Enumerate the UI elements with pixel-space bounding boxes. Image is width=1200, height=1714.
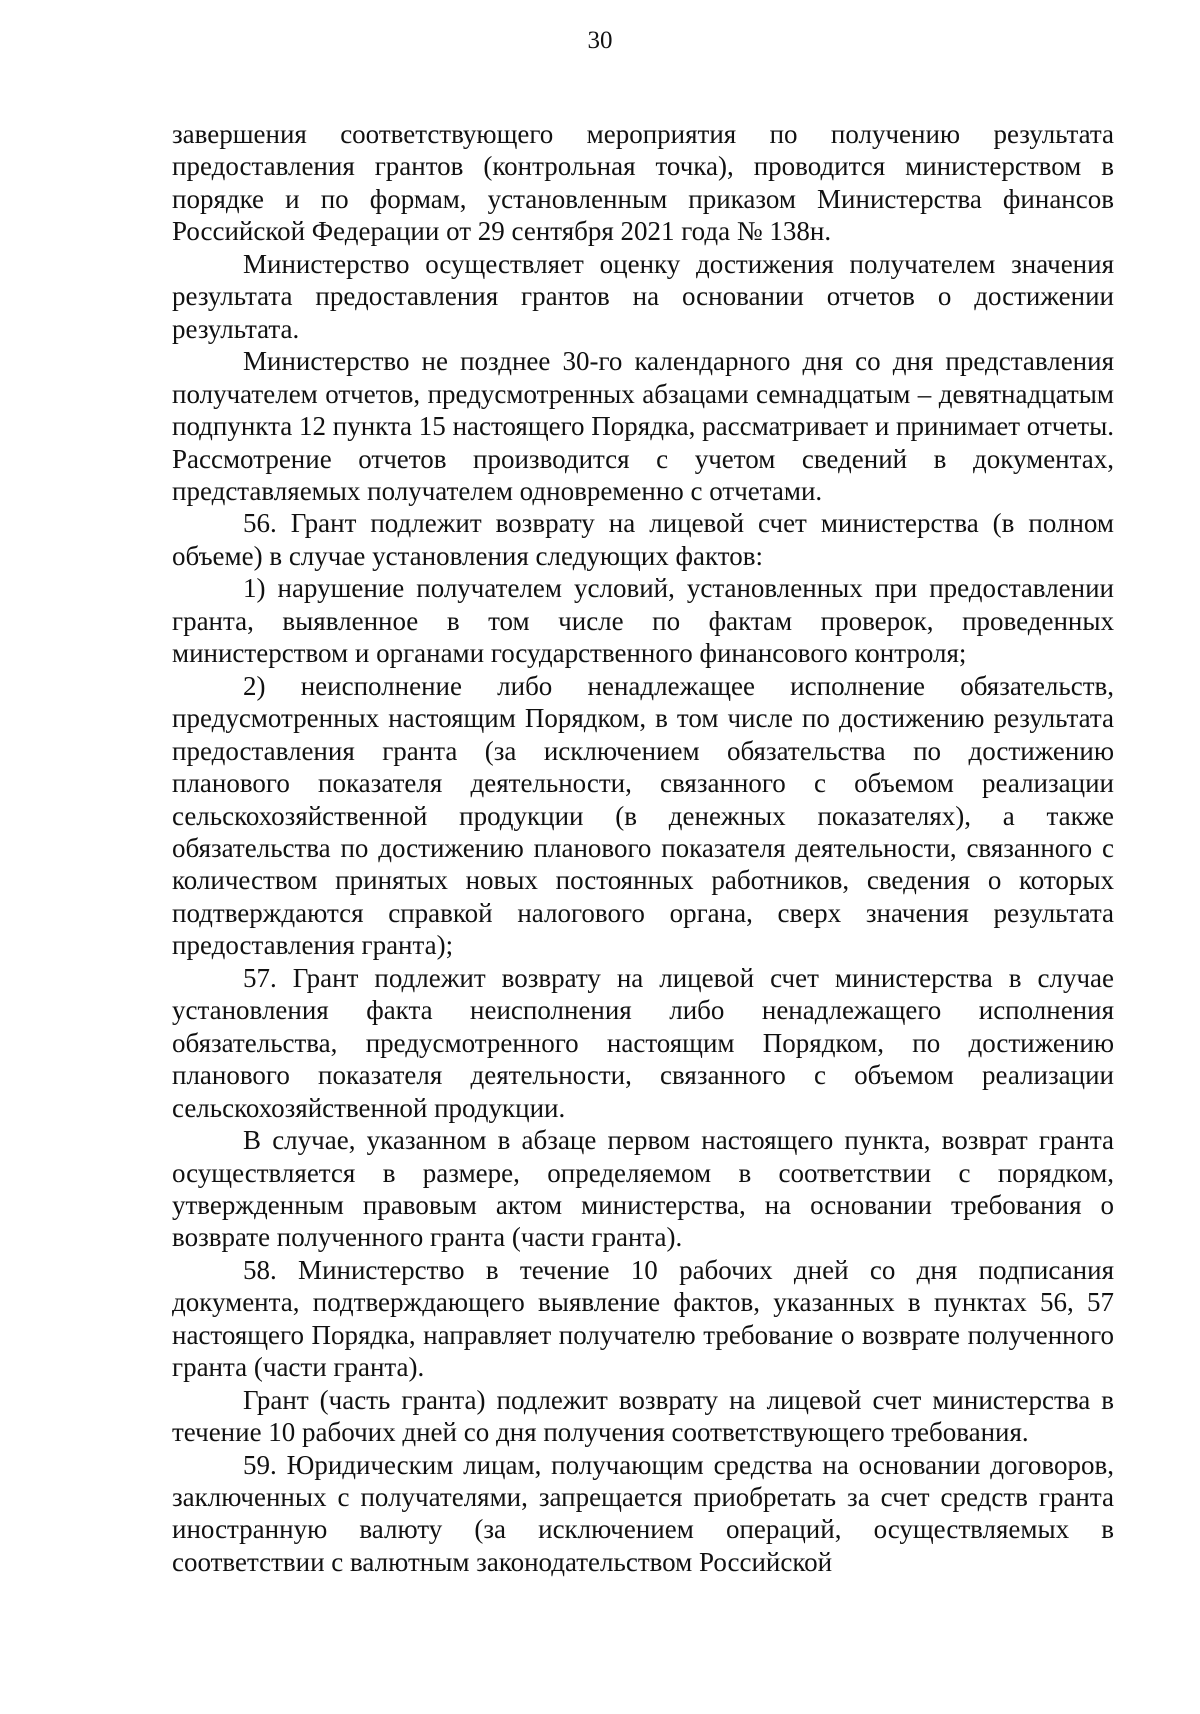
paragraph-clause-56: 56. Грант подлежит возврату на лицевой счет министерства (в полном объеме) в случае установления следующих фактов: xyxy=(172,508,1114,571)
paragraph-clause-56-item-2: 2) неисполнение либо ненадлежащее исполнение обязательств, предусмотренных настоящим Порядком, в том числе по достижению результата предоставления гранта (за исключением обязательства по достижению планового показателя деятельности, связанного с объемом реализации сельскохозяйственной продукции (в денежных показателях), а также обязательства по достижению планового показателя деятельности, связанного с количеством принятых новых постоянных работников, сведения о которых подтверждаются справкой налогового органа, сверх значения результата предоставления гранта); xyxy=(172,670,1114,961)
paragraph-clause-56-item-1: 1) нарушение получателем условий, установленных при предоставлении гранта, выявленное в том числе по фактам проверок, проведенных министерством и органами государственного финансового контроля; xyxy=(172,573,1114,669)
paragraph-clause-58-return-term: Грант (часть гранта) подлежит возврату на лицевой счет министерства в течение 10 рабочих дней со дня получения соответствующего требования. xyxy=(172,1384,1114,1448)
paragraph-continuation: завершения соответствующего мероприятия по получению результата предоставления грантов (контрольная точка), проводится министерством в порядке и по формам, установленным приказом Министерства финансов Российской Федерации от 29 сентября 2021 года № 138н. xyxy=(172,119,1114,247)
paragraph-report-review: Министерство не позднее 30-го календарного дня со дня представления получателем отчетов, предусмотренных абзацами семнадцатым – девятнадцатым подпункта 12 пункта 15 настоящего Порядка, рассматривает и принимает отчеты. Рассмотрение отчетов производится с учетом сведений в документах, представляемых получателем одновременно с отчетами. xyxy=(172,346,1114,506)
page-number: 30 xyxy=(587,27,613,54)
paragraph-clause-57: 57. Грант подлежит возврату на лицевой счет министерства в случае установления факта неисполнения либо ненадлежащего исполнения обязательства, предусмотренного настоящим Порядком, по достижению планового показателя деятельности, связанного с объемом реализации сельскохозяйственной продукции. xyxy=(172,962,1114,1123)
paragraph-clause-59: 59. Юридическим лицам, получающим средства на основании договоров, заключенных с получателями, запрещается приобретать за счет средств гранта иностранную валюту (за исключением операций, осуществляемых в соответствии с валютным законодательством Российской xyxy=(172,1449,1114,1577)
document-body xyxy=(172,118,1114,1578)
paragraph-clause-58: 58. Министерство в течение 10 рабочих дней со дня подписания документа, подтверждающего выявление фактов, указанных в пунктах 56, 57 настоящего Порядка, направляет получателю требование о возврате полученного гранта (части гранта). xyxy=(172,1254,1114,1383)
paragraph-clause-57-return-size: В случае, указанном в абзаце первом настоящего пункта, возврат гранта осуществляется в размере, определяемом в соответствии с порядком, утвержденным правовым актом министерства, на основании требования о возврате полученного гранта (части гранта). xyxy=(172,1125,1114,1253)
paragraph-assessment: Министерство осуществляет оценку достижения получателем значения результата предоставления грантов на основании отчетов о достижении результата. xyxy=(172,248,1114,344)
